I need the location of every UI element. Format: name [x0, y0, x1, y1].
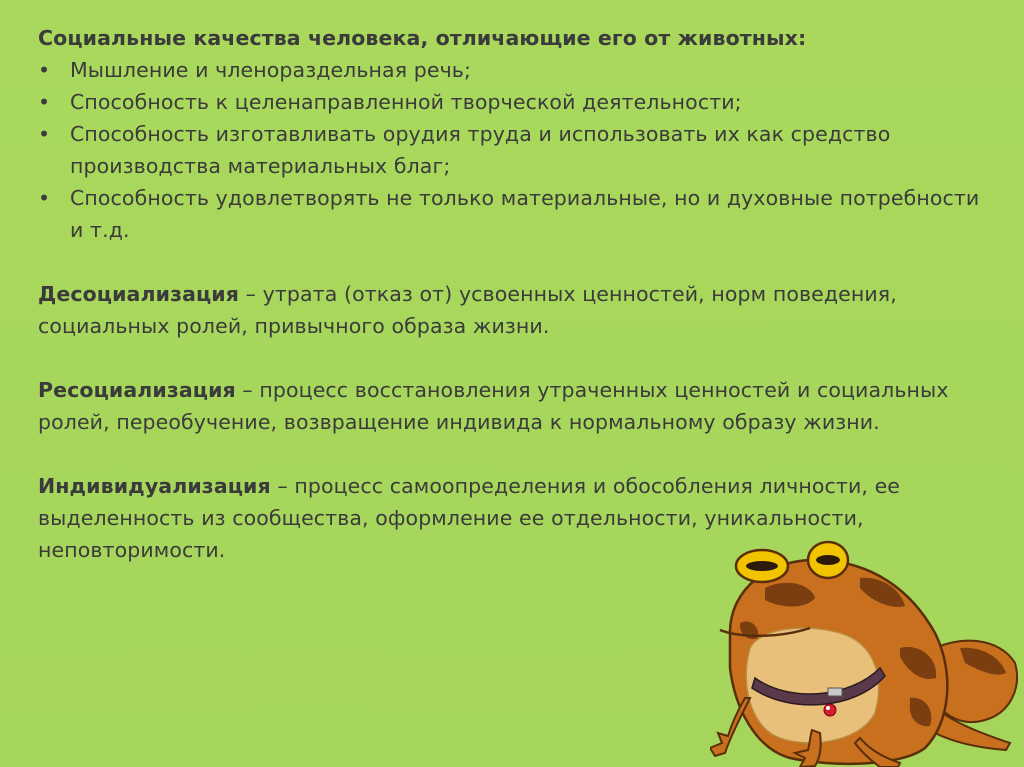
list-item-text: Мышление и членораздельная речь;: [70, 58, 471, 82]
list-item: [38, 54, 988, 86]
definition-desocialization: [38, 278, 988, 342]
definition-text: – процесс восстановления утраченных ценностей и социальных ролей, переобучение, возвращение индивида к нормальному образу жизни.: [38, 378, 949, 434]
definition-term: Десоциализация: [38, 282, 240, 306]
list-item-text: Способность к целенаправленной творческой деятельности;: [70, 90, 742, 114]
slide-content: [38, 22, 988, 566]
spacer: [38, 438, 988, 470]
bullet-glyph: •: [38, 186, 51, 210]
definition-term: Индивидуализация: [38, 474, 271, 498]
list-item-text: Способность изготавливать орудия труда и использовать их как средство производства материальных благ;: [70, 122, 891, 178]
definition-text: – процесс самоопределения и обособления личности, ее выделенность из сообщества, оформление ее отдельности, уникальности, неповторимости.: [38, 474, 901, 562]
list-item-text: Способность удовлетворять не только материальные, но и духовные потребности и т.д.: [70, 186, 980, 242]
list-item: [38, 118, 988, 182]
definition-text: – утрата (отказ от) усвоенных ценностей, норм поведения, социальных ролей, привычного образа жизни.: [38, 282, 897, 338]
spacer: [38, 246, 988, 278]
qualities-heading: Социальные качества человека, отличающие его от животных:: [38, 26, 807, 50]
spacer: [38, 342, 988, 374]
bullet-glyph: •: [38, 90, 51, 114]
list-item: [38, 182, 988, 246]
hypnotoad-frog-illustration: [710, 538, 1024, 767]
definition-term: Ресоциализация: [38, 378, 236, 402]
qualities-list: [38, 54, 988, 246]
list-item: [38, 86, 988, 118]
bullet-glyph: •: [38, 122, 51, 146]
definition-resocialization: [38, 374, 988, 438]
bullet-glyph: •: [38, 58, 51, 82]
